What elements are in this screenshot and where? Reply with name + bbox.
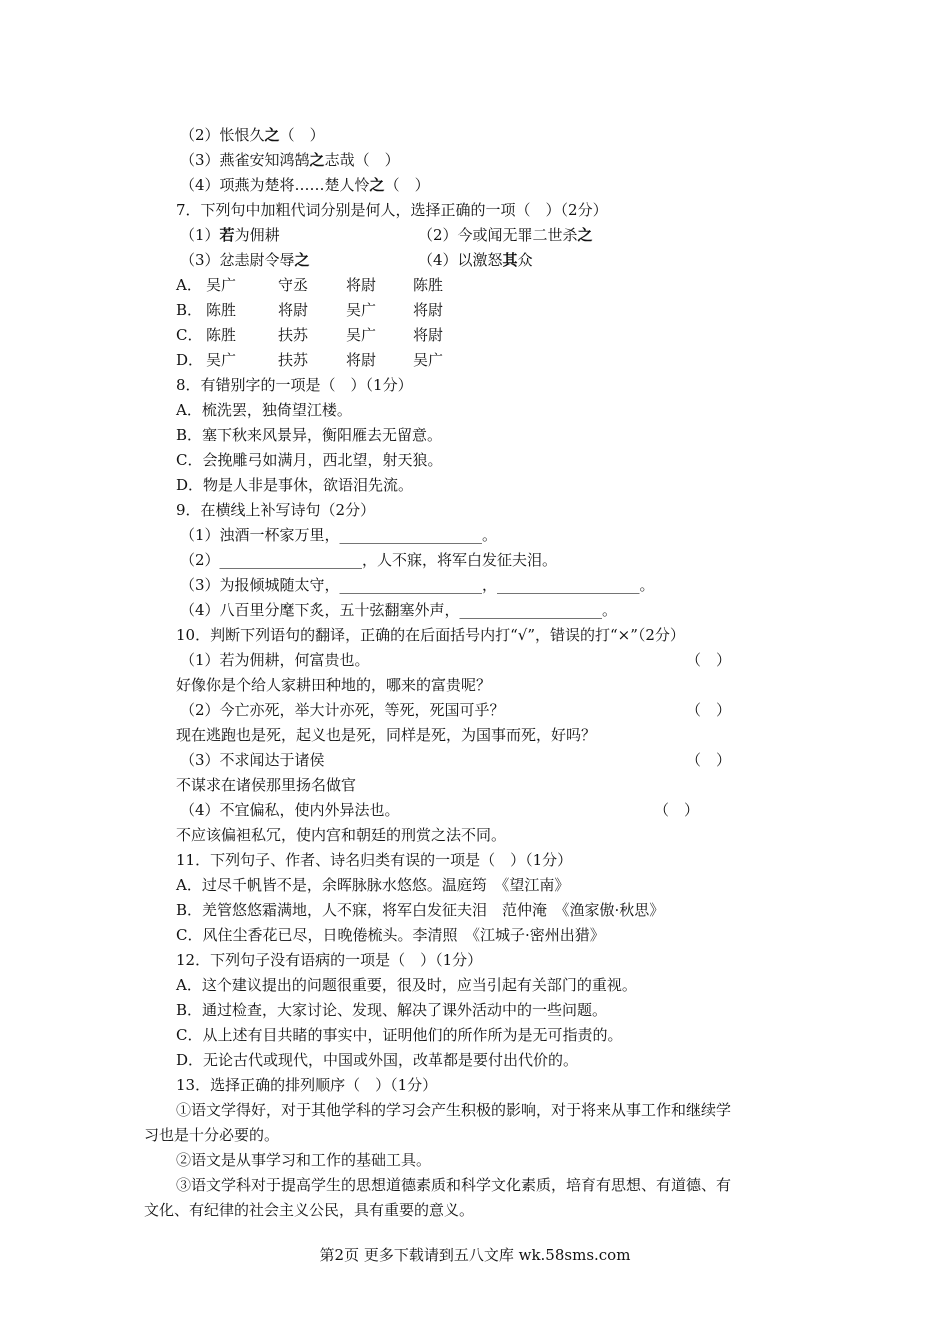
q11-option-b: B．羌管悠悠霜满地，人不寐，将军白发征夫泪 范仲淹 《渔家傲·秋思》 <box>176 901 665 919</box>
q7-sentence-4: （4）以激怒其众 <box>418 251 533 269</box>
q9-line-1: （1）浊酒一杯家万里，___________________。 <box>180 526 498 544</box>
q10-answer-bracket-1: （ ） <box>686 651 732 669</box>
q8-stem: 8．有错别字的一项是（ ）（1分） <box>176 376 413 394</box>
document-page: （2）怅恨久之（ ） （3）燕雀安知鸿鹄之志哉（ ） （4）项燕为楚将……楚人怜之（ ） 7．下列句中加粗代词分别是何人，选择正确的一项（ ）（2分） （1）若为佣耕 （2）今或闻无罪二世杀之 （3）忿恚尉令辱之 （4）以激怒其众 A． 吴广 守丞 将尉 陈胜 B． 陈胜 将尉 吴广 将尉 C． 陈胜 扶苏 吴广 将尉 D． 吴广 扶苏 将尉 吴广 8．有错别字的一项是（ ）（1分） A．梳洗罢，独倚望江楼。 B．塞下秋来风景异，衡阳雁去无留意。 C．会挽雕弓如满月，西北望，射天狼。 D．物是人非是事休，欲语泪先流。 9．在横线上补写诗句（2分） （1）浊酒一杯家万里，___________________。 （2）___________________，人不寐，将军白发征夫泪。 （3）为报倾城随太守，___________________，___________________。 （4）八百里分麾下炙，五十弦翻塞外声，___________________。 10．判断下列语句的翻译，正确的在后面括号内打“√”，错误的打“×”（2分） （1）若为佣耕，何富贵也。 （ ） 好像你是个给人家耕田种地的，哪来的富贵呢？ （2）今亡亦死，举大计亦死，等死，死国可乎？ （ ） 现在逃跑也是死，起义也是死，同样是死，为国事而死，好吗？ （3）不求闻达于诸侯 （ ） 不谋求在诸侯那里扬名做官 （4）不宜偏私，使内外异法也。 （ ） 不应该偏袒私冗，使内宫和朝廷的刑赏之法不同。 11．下列句子、作者、诗名归类有误的一项是（ ）（1分） A．过尽千帆皆不是，余晖脉脉水悠悠。温庭筠 《望江南》 B．羌管悠悠霜满地，人不寐，将军白发征夫泪 范仲淹 《渔家傲·秋思》 C．风住尘香花已尽，日晚倦梳头。李清照 《江城子·密州出猎》 12．下列句子没有语病的一项是（ ）（1分） A．这个建议提出的问题很重要，很及时，应当引起有关部门的重视。 B．通过检查，大家讨论、发现、解决了课外活动中的一些问题。 C．从上述有目共睹的事实中，证明他们的所作所为是无可指责的。 D．无论古代或现代，中国或外国，改革都是要付出代价的。 13．选择正确的排列顺序（ ）（1分） ①语文学得好，对于其他学科的学习会产生积极的影响，对于将来从事工作和继续学 习也是十分必要的。 ②语文是从事学习和工作的基础工具。 ③语文学科对于提高学生的思想道德素质和科学文化素质，培育有思想、有道德、有 文化、有纪律的社会主义公民，具有重要的意义。 第2页 更多下载请到五八文库 wk.58sms.com <box>0 0 950 1344</box>
q13-para-1-cont: 习也是十分必要的。 <box>144 1126 280 1144</box>
q10-translation-1: 好像你是个给人家耕田种地的，哪来的富贵呢？ <box>176 676 492 694</box>
q9-line-4: （4）八百里分麾下炙，五十弦翻塞外声，___________________。 <box>180 601 618 619</box>
q9-line-2: （2）___________________，人不寐，将军白发征夫泪。 <box>180 551 558 569</box>
page-footer: 第2页 更多下载请到五八文库 wk.58sms.com <box>319 1246 631 1264</box>
q12-stem: 12．下列句子没有语病的一项是（ ）（1分） <box>176 951 483 969</box>
q12-option-a: A．这个建议提出的问题很重要，很及时，应当引起有关部门的重视。 <box>176 976 637 994</box>
q10-translation-4: 不应该偏袒私冗，使内宫和朝廷的刑赏之法不同。 <box>176 826 507 844</box>
q10-item-1: （1）若为佣耕，何富贵也。 <box>180 651 370 669</box>
q13-para-3: ③语文学科对于提高学生的思想道德素质和科学文化素质，培育有思想、有道德、有 <box>176 1176 732 1194</box>
q12-option-b: B．通过检查，大家讨论、发现、解决了课外活动中的一些问题。 <box>176 1001 608 1019</box>
q10-answer-bracket-3: （ ） <box>686 751 732 769</box>
q10-answer-bracket-4: （ ） <box>654 801 700 819</box>
q13-para-3-cont: 文化、有纪律的社会主义公民，具有重要的意义。 <box>144 1201 475 1219</box>
q7-sentence-2: （2）今或闻无罪二世杀之 <box>418 226 593 244</box>
q6-item-3: （3）燕雀安知鸿鹄之志哉（ ） <box>180 151 400 169</box>
q9-stem: 9．在横线上补写诗句（2分） <box>176 501 376 519</box>
q10-item-3: （3）不求闻达于诸侯 <box>180 751 325 769</box>
q8-option-a: A．梳洗罢，独倚望江楼。 <box>176 401 352 419</box>
q6-item-2: （2）怅恨久之（ ） <box>180 126 325 144</box>
q10-item-4: （4）不宜偏私，使内外异法也。 <box>180 801 400 819</box>
q11-stem: 11．下列句子、作者、诗名归类有误的一项是（ ）（1分） <box>176 851 573 869</box>
q8-option-d: D．物是人非是事休，欲语泪先流。 <box>176 476 414 494</box>
q13-para-1: ①语文学得好，对于其他学科的学习会产生积极的影响，对于将来从事工作和继续学 <box>176 1101 732 1119</box>
q8-option-c: C．会挽雕弓如满月，西北望，射天狼。 <box>176 451 443 469</box>
q10-answer-bracket-2: （ ） <box>686 701 732 719</box>
q11-option-a: A．过尽千帆皆不是，余晖脉脉水悠悠。温庭筠 《望江南》 <box>176 876 570 894</box>
q7-sentence-1: （1）若为佣耕 <box>180 226 280 244</box>
q7-sentence-3: （3）忿恚尉令辱之 <box>180 251 310 269</box>
q10-item-2: （2）今亡亦死，举大计亦死，等死，死国可乎？ <box>180 701 505 719</box>
q7-stem: 7．下列句中加粗代词分别是何人，选择正确的一项（ ）（2分） <box>176 201 608 219</box>
q12-option-c: C．从上述有目共睹的事实中，证明他们的所作所为是无可指责的。 <box>176 1026 623 1044</box>
q12-option-d: D．无论古代或现代，中国或外国，改革都是要付出代价的。 <box>176 1051 579 1069</box>
q6-item-4: （4）项燕为楚将……楚人怜之（ ） <box>180 176 430 194</box>
q10-translation-2: 现在逃跑也是死，起义也是死，同样是死，为国事而死，好吗？ <box>176 726 597 744</box>
q13-para-2: ②语文是从事学习和工作的基础工具。 <box>176 1151 432 1169</box>
q8-option-b: B．塞下秋来风景异，衡阳雁去无留意。 <box>176 426 443 444</box>
q11-option-c: C．风住尘香花已尽，日晚倦梳头。李清照 《江城子·密州出猎》 <box>176 926 605 944</box>
q10-stem: 10．判断下列语句的翻译，正确的在后面括号内打“√”，错误的打“×”（2分） <box>176 626 685 644</box>
q9-line-3: （3）为报倾城随太守，___________________，___________________。 <box>180 576 655 594</box>
q10-translation-3: 不谋求在诸侯那里扬名做官 <box>176 776 357 794</box>
q13-stem: 13．选择正确的排列顺序（ ）（1分） <box>176 1076 438 1094</box>
